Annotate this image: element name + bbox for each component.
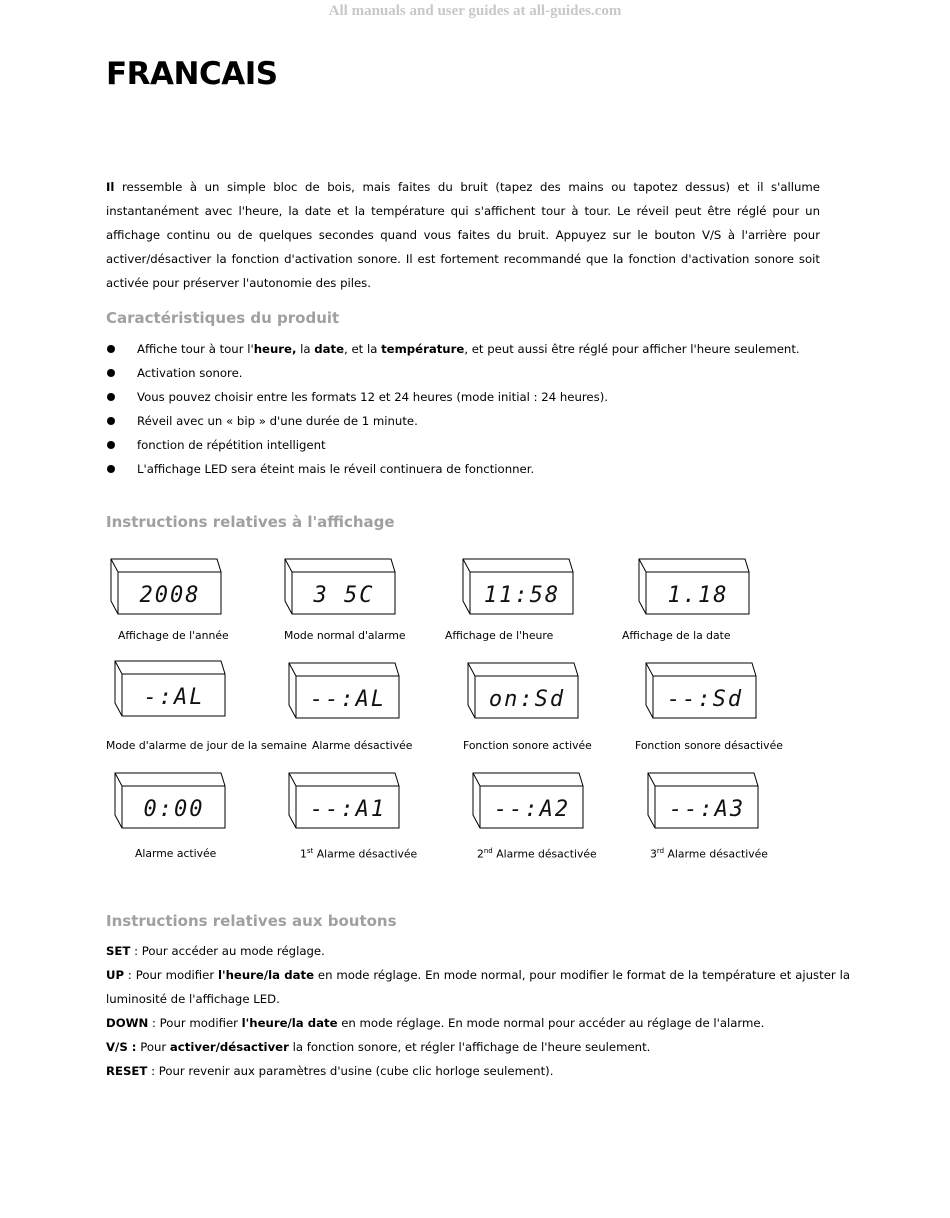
lcd-text: --:A2: [493, 797, 571, 822]
lcd-text: 2008: [139, 583, 201, 608]
watermark: All manuals and user guides at all-guides.com: [328, 3, 622, 19]
lcd-display: [460, 556, 582, 618]
lcd-display: [282, 556, 404, 618]
lcd-display: [643, 660, 765, 722]
list-item: DOWN : Pour modifier l'heure/la date en mode réglage. En mode normal pour accéder au réglage de l'alarme.: [106, 1016, 765, 1030]
buttons-list: [106, 939, 850, 1083]
list-item: Affiche tour à tour l'heure, la date, et la température, et peut aussi être réglé pour afficher l'heure seulement.: [106, 337, 846, 361]
display-caption: Alarme désactivée: [312, 739, 413, 752]
intro-paragraph: [106, 175, 820, 295]
lcd-text: --:AL: [309, 687, 387, 712]
lcd-text: --:A1: [309, 797, 387, 822]
bullet-icon: [107, 441, 115, 449]
bullet-icon: [107, 345, 115, 353]
lcd-text: 11:58: [483, 583, 561, 608]
lcd-display: [108, 556, 230, 618]
lcd-display: [465, 660, 587, 722]
lcd-display: [112, 658, 234, 720]
lcd-display: [286, 660, 408, 722]
display-caption: Fonction sonore activée: [463, 739, 592, 752]
list-item: RESET : Pour revenir aux paramètres d'usine (cube clic horloge seulement).: [106, 1064, 554, 1078]
bullet-icon: [107, 393, 115, 401]
display-caption: Affichage de l'année: [118, 629, 229, 642]
lcd-text: --:Sd: [666, 687, 744, 712]
list-item: Réveil avec un « bip » d'une durée de 1 minute.: [106, 409, 846, 433]
display-heading: Instructions relatives à l'affichage: [106, 513, 395, 531]
bullet-icon: [107, 465, 115, 473]
lcd-text: -:AL: [143, 685, 205, 710]
features-list: [106, 337, 846, 481]
list-item: SET : Pour accéder au mode réglage.: [106, 944, 325, 958]
features-heading: Caractéristiques du produit: [106, 309, 340, 327]
list-item: Activation sonore.: [106, 361, 846, 385]
lcd-text: on:Sd: [488, 687, 566, 712]
lcd-text: 1.18: [667, 583, 729, 608]
lcd-text: 3 5C: [313, 583, 375, 608]
buttons-heading: Instructions relatives aux boutons: [106, 912, 397, 930]
lcd-display: [636, 556, 758, 618]
lcd-display: [112, 770, 234, 832]
list-item: Vous pouvez choisir entre les formats 12 et 24 heures (mode initial : 24 heures).: [106, 385, 846, 409]
intro-text: ressemble à un simple bloc de bois, mais faites du bruit (tapez des mains ou tapotez dessus) et il s'allume instantanément avec l'heure, la date et la température qui s'affichent tour à tour. Le réveil peut être réglé pour un affichage continu ou de quelques secondes quand vous faites du bruit. Appuyez sur le bouton V/S à l'arrière pour activer/désactiver la fonction d'activation sonore. Il est fortement recommandé que la fonction d'activation sonore soit activée pour préserver l'autonomie des piles.: [106, 180, 820, 290]
display-caption: 1st Alarme désactivée: [300, 847, 418, 861]
list-item: fonction de répétition intelligent: [106, 433, 846, 457]
lcd-text: --:A3: [668, 797, 746, 822]
display-caption: Alarme activée: [135, 847, 217, 860]
display-caption: Mode normal d'alarme: [284, 629, 406, 642]
list-item: UP : Pour modifier l'heure/la date en mode réglage. En mode normal, pour modifier le format de la température et ajuster la luminosité de l'affichage LED.: [106, 968, 850, 1006]
lcd-display: [645, 770, 767, 832]
lcd-display: [286, 770, 408, 832]
list-item: V/S : Pour activer/désactiver la fonction sonore, et régler l'affichage de l'heure seulement.: [106, 1040, 651, 1054]
page-title: FRANCAIS: [106, 56, 278, 92]
list-item: L'affichage LED sera éteint mais le réveil continuera de fonctionner.: [106, 457, 846, 481]
display-caption: Mode d'alarme de jour de la semaine: [106, 739, 307, 752]
intro-lead: Il: [106, 180, 115, 194]
bullet-icon: [107, 369, 115, 377]
display-caption: Fonction sonore désactivée: [635, 739, 783, 752]
display-caption: 2nd Alarme désactivée: [477, 847, 597, 861]
lcd-text: 0:00: [143, 797, 205, 822]
display-caption: Affichage de la date: [622, 629, 731, 642]
display-caption: 3rd Alarme désactivée: [650, 847, 768, 861]
bullet-icon: [107, 417, 115, 425]
display-caption: Affichage de l'heure: [445, 629, 554, 642]
lcd-display: [470, 770, 592, 832]
